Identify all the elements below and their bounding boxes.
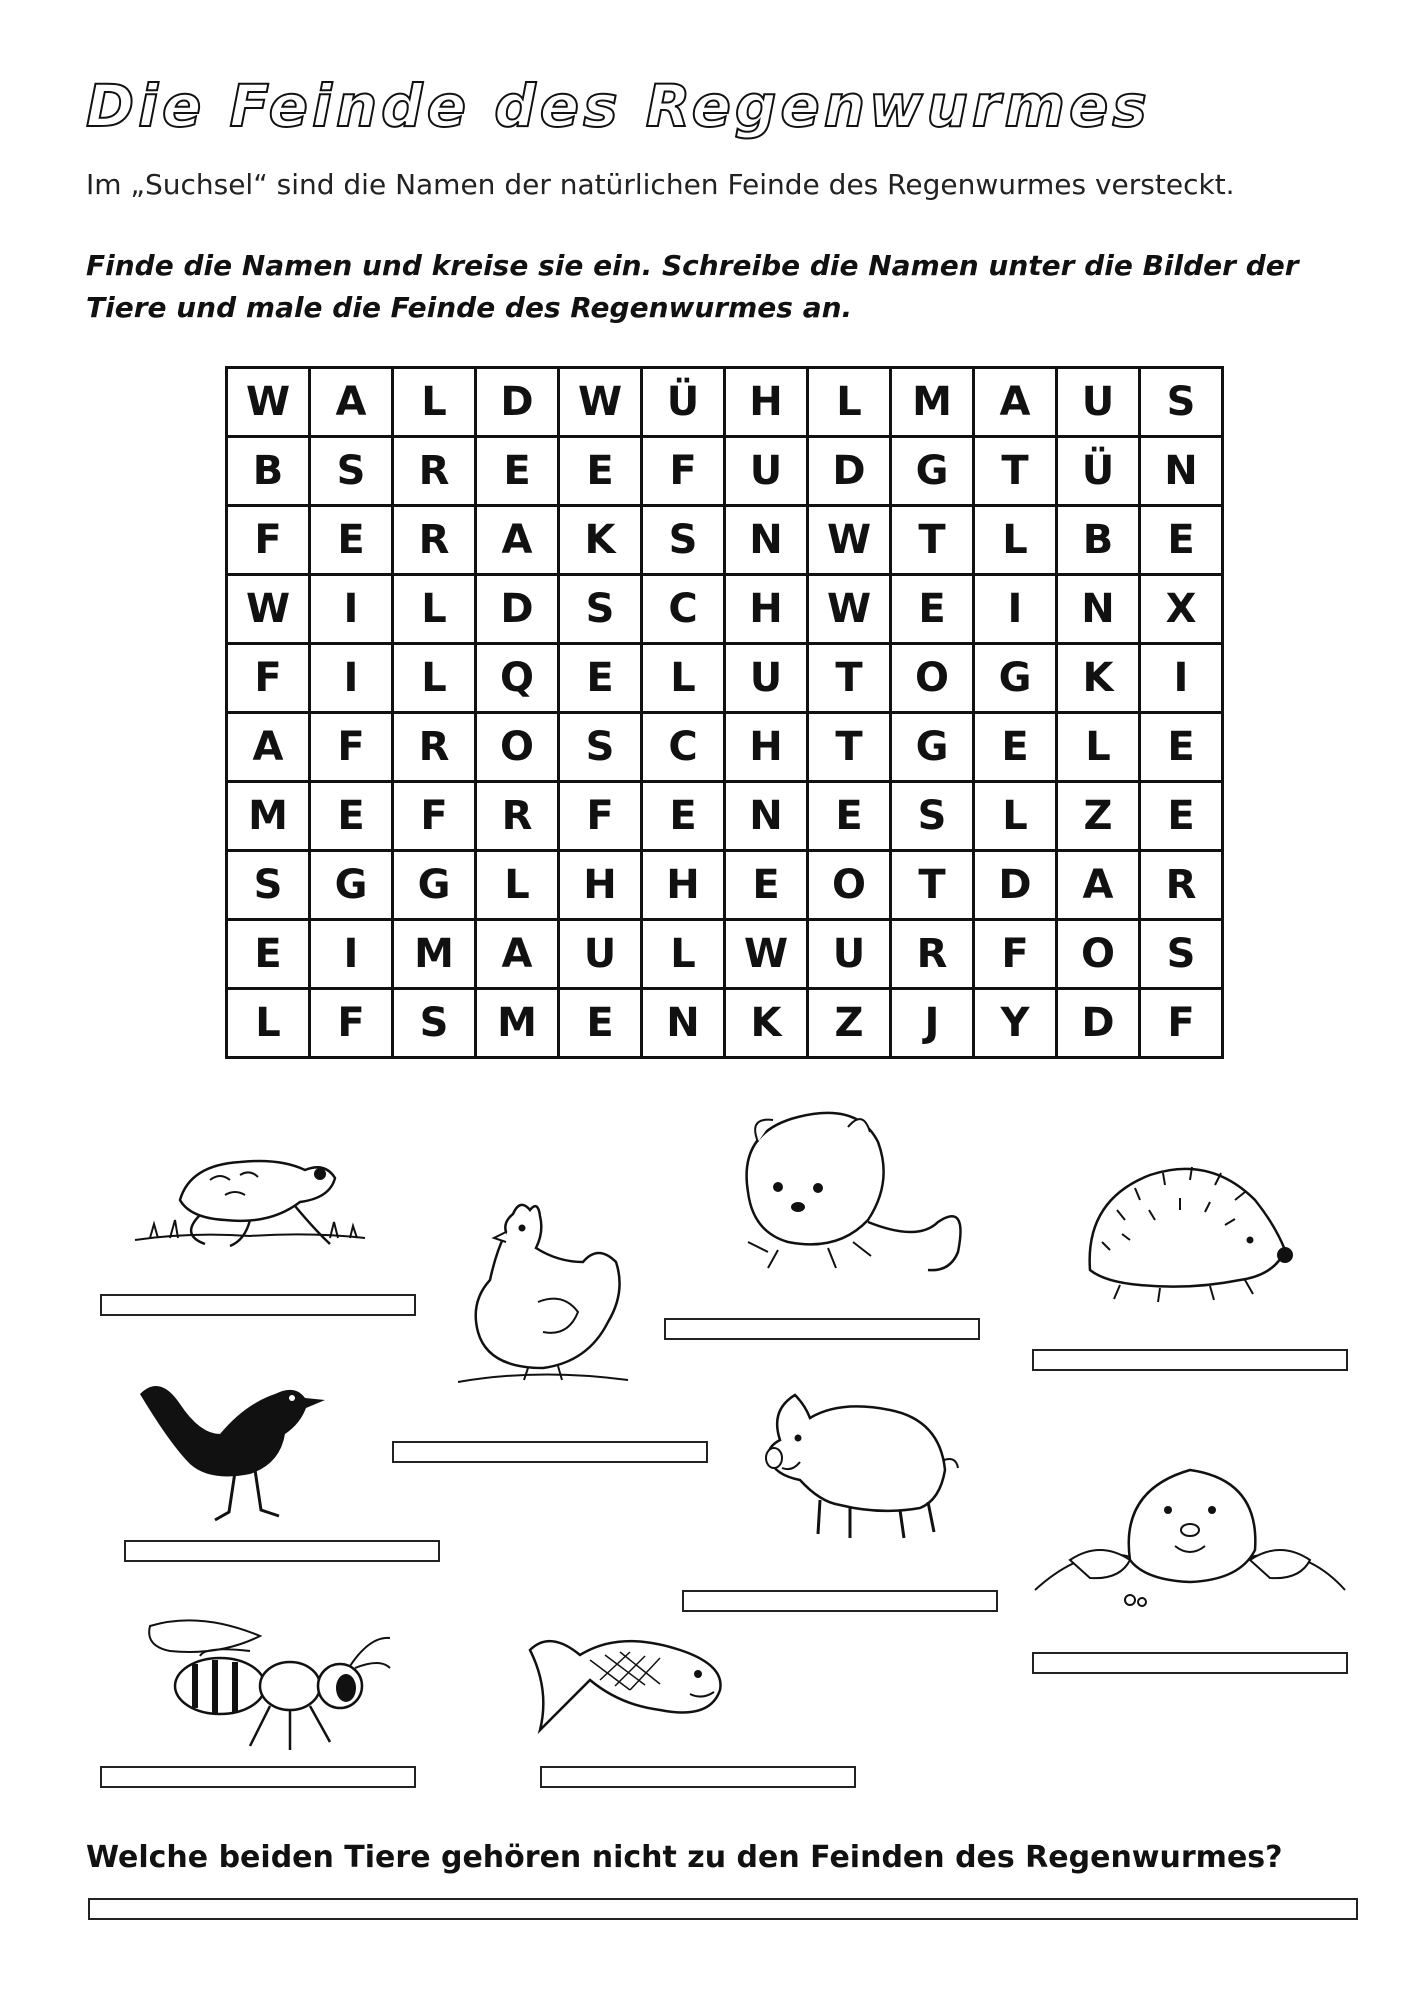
grid-cell[interactable]: E: [1140, 713, 1223, 782]
grid-cell[interactable]: J: [891, 989, 974, 1058]
fish-illustration: [520, 1610, 730, 1750]
grid-cell[interactable]: F: [227, 506, 310, 575]
grid-cell[interactable]: R: [393, 437, 476, 506]
grid-cell[interactable]: T: [808, 644, 891, 713]
grid-cell[interactable]: W: [725, 920, 808, 989]
grid-cell[interactable]: D: [1057, 989, 1140, 1058]
grid-row: [227, 920, 1223, 989]
answer-line-bee[interactable]: [100, 1766, 416, 1788]
grid-cell[interactable]: S: [310, 437, 393, 506]
answer-line-mouse[interactable]: [664, 1318, 980, 1340]
grid-cell[interactable]: Ü: [1057, 437, 1140, 506]
grid-cell[interactable]: L: [642, 644, 725, 713]
frog-illustration: [130, 1140, 370, 1260]
grid-cell[interactable]: S: [393, 989, 476, 1058]
answer-line-hedgehog[interactable]: [1032, 1349, 1348, 1371]
grid-cell[interactable]: E: [559, 437, 642, 506]
grid-cell[interactable]: D: [974, 851, 1057, 920]
grid-cell[interactable]: F: [310, 713, 393, 782]
grid-cell[interactable]: W: [808, 575, 891, 644]
hedgehog-illustration: [1070, 1140, 1310, 1310]
grid-cell[interactable]: A: [227, 713, 310, 782]
grid-row: [227, 851, 1223, 920]
grid-cell[interactable]: U: [559, 920, 642, 989]
grid-cell[interactable]: S: [559, 575, 642, 644]
grid-row: [227, 713, 1223, 782]
grid-cell[interactable]: L: [808, 368, 891, 437]
answer-line-blackbird[interactable]: [124, 1540, 440, 1562]
grid-cell[interactable]: N: [1140, 437, 1223, 506]
grid-cell[interactable]: E: [725, 851, 808, 920]
grid-cell[interactable]: L: [642, 920, 725, 989]
grid-cell[interactable]: F: [974, 920, 1057, 989]
grid-cell[interactable]: I: [310, 920, 393, 989]
grid-cell[interactable]: F: [559, 782, 642, 851]
grid-cell[interactable]: C: [642, 575, 725, 644]
grid-cell[interactable]: M: [476, 989, 559, 1058]
grid-cell[interactable]: M: [891, 368, 974, 437]
grid-cell[interactable]: E: [642, 782, 725, 851]
grid-cell[interactable]: E: [1140, 782, 1223, 851]
grid-cell[interactable]: A: [1057, 851, 1140, 920]
grid-cell[interactable]: N: [725, 782, 808, 851]
grid-row: [227, 437, 1223, 506]
grid-cell[interactable]: L: [393, 368, 476, 437]
grid-cell[interactable]: K: [725, 989, 808, 1058]
grid-row: [227, 506, 1223, 575]
grid-cell[interactable]: X: [1140, 575, 1223, 644]
grid-cell[interactable]: H: [642, 851, 725, 920]
grid-cell[interactable]: T: [974, 437, 1057, 506]
word-search-grid: [225, 366, 1224, 1059]
grid-cell[interactable]: F: [642, 437, 725, 506]
grid-cell[interactable]: F: [393, 782, 476, 851]
grid-cell[interactable]: Ü: [642, 368, 725, 437]
grid-cell[interactable]: R: [1140, 851, 1223, 920]
grid-cell[interactable]: H: [725, 713, 808, 782]
grid-cell[interactable]: Y: [974, 989, 1057, 1058]
grid-cell[interactable]: R: [891, 920, 974, 989]
grid-cell[interactable]: S: [1140, 368, 1223, 437]
grid-cell[interactable]: L: [974, 782, 1057, 851]
grid-cell[interactable]: K: [1057, 644, 1140, 713]
grid-cell[interactable]: Q: [476, 644, 559, 713]
grid-cell[interactable]: O: [476, 713, 559, 782]
grid-cell[interactable]: I: [310, 644, 393, 713]
grid-cell[interactable]: L: [227, 989, 310, 1058]
bee-illustration: [140, 1606, 400, 1756]
grid-cell[interactable]: S: [891, 782, 974, 851]
grid-cell[interactable]: A: [974, 368, 1057, 437]
blackbird-illustration: [130, 1364, 340, 1524]
grid-cell[interactable]: G: [393, 851, 476, 920]
grid-cell[interactable]: B: [1057, 506, 1140, 575]
boar-illustration: [760, 1380, 960, 1540]
grid-cell[interactable]: F: [1140, 989, 1223, 1058]
grid-cell[interactable]: T: [808, 713, 891, 782]
grid-cell[interactable]: M: [227, 782, 310, 851]
grid-cell[interactable]: I: [1140, 644, 1223, 713]
grid-cell[interactable]: I: [310, 575, 393, 644]
grid-cell[interactable]: Z: [808, 989, 891, 1058]
worksheet-title: Die Feinde des Regenwurmes: [86, 72, 1151, 140]
grid-cell[interactable]: S: [227, 851, 310, 920]
answer-line-mole[interactable]: [1032, 1652, 1348, 1674]
grid-cell[interactable]: E: [559, 644, 642, 713]
grid-cell[interactable]: A: [476, 506, 559, 575]
grid-cell[interactable]: M: [393, 920, 476, 989]
grid-row: [227, 989, 1223, 1058]
grid-cell[interactable]: L: [393, 644, 476, 713]
grid-cell[interactable]: E: [310, 782, 393, 851]
grid-cell[interactable]: Z: [1057, 782, 1140, 851]
grid-cell[interactable]: O: [1057, 920, 1140, 989]
grid-cell[interactable]: A: [310, 368, 393, 437]
grid-cell[interactable]: W: [227, 368, 310, 437]
mouse-illustration: [718, 1102, 986, 1282]
grid-cell[interactable]: N: [1057, 575, 1140, 644]
grid-cell[interactable]: H: [725, 575, 808, 644]
grid-cell[interactable]: W: [808, 506, 891, 575]
grid-cell[interactable]: W: [559, 368, 642, 437]
grid-cell[interactable]: O: [808, 851, 891, 920]
grid-cell[interactable]: D: [808, 437, 891, 506]
grid-cell[interactable]: E: [1140, 506, 1223, 575]
grid-row: [227, 782, 1223, 851]
grid-cell[interactable]: L: [476, 851, 559, 920]
grid-cell[interactable]: R: [393, 713, 476, 782]
mole-illustration: [1030, 1450, 1350, 1620]
answer-line-frog[interactable]: [100, 1294, 416, 1316]
grid-row: [227, 644, 1223, 713]
hen-illustration: [448, 1192, 638, 1392]
grid-cell[interactable]: E: [559, 989, 642, 1058]
grid-cell[interactable]: H: [559, 851, 642, 920]
question-text: Welche beiden Tiere gehören nicht zu den Feinden des Regenwurmes?: [86, 1840, 1283, 1875]
grid-cell[interactable]: U: [1057, 368, 1140, 437]
grid-cell[interactable]: U: [725, 437, 808, 506]
grid-cell[interactable]: U: [725, 644, 808, 713]
grid-cell[interactable]: S: [642, 506, 725, 575]
grid-cell[interactable]: G: [974, 644, 1057, 713]
grid-cell[interactable]: D: [476, 368, 559, 437]
grid-cell[interactable]: C: [642, 713, 725, 782]
grid-cell[interactable]: E: [227, 920, 310, 989]
grid-cell[interactable]: N: [642, 989, 725, 1058]
grid-row: [227, 368, 1223, 437]
grid-cell[interactable]: D: [476, 575, 559, 644]
grid-cell[interactable]: L: [1057, 713, 1140, 782]
grid-row: [227, 575, 1223, 644]
grid-cell[interactable]: O: [891, 644, 974, 713]
intro-text: Im „Suchsel“ sind die Namen der natürlichen Feinde des Regenwurmes versteckt.: [86, 168, 1235, 201]
grid-cell[interactable]: B: [227, 437, 310, 506]
grid-cell[interactable]: L: [974, 506, 1057, 575]
grid-cell[interactable]: E: [891, 575, 974, 644]
question-answer-line[interactable]: [88, 1898, 1358, 1920]
grid-cell[interactable]: F: [227, 644, 310, 713]
grid-cell[interactable]: U: [808, 920, 891, 989]
grid-cell[interactable]: S: [1140, 920, 1223, 989]
grid-cell[interactable]: W: [227, 575, 310, 644]
grid-cell[interactable]: F: [310, 989, 393, 1058]
grid-cell[interactable]: E: [476, 437, 559, 506]
grid-cell[interactable]: G: [310, 851, 393, 920]
grid-cell[interactable]: H: [725, 368, 808, 437]
grid-cell[interactable]: I: [974, 575, 1057, 644]
grid-cell[interactable]: T: [891, 506, 974, 575]
grid-cell[interactable]: K: [559, 506, 642, 575]
grid-cell[interactable]: A: [476, 920, 559, 989]
grid-cell[interactable]: E: [310, 506, 393, 575]
grid-cell[interactable]: G: [891, 713, 974, 782]
grid-cell[interactable]: E: [974, 713, 1057, 782]
grid-cell[interactable]: T: [891, 851, 974, 920]
grid-cell[interactable]: L: [393, 575, 476, 644]
answer-line-hen[interactable]: [392, 1441, 708, 1463]
instruction-text: Finde die Namen und kreise sie ein. Schreibe die Namen unter die Bilder der Tiere und male die Feinde des Regenwurmes an.: [86, 249, 1299, 324]
grid-cell[interactable]: S: [559, 713, 642, 782]
grid-cell[interactable]: N: [725, 506, 808, 575]
grid-cell[interactable]: R: [476, 782, 559, 851]
answer-line-boar[interactable]: [682, 1590, 998, 1612]
grid-cell[interactable]: R: [393, 506, 476, 575]
grid-cell[interactable]: E: [808, 782, 891, 851]
answer-line-fish[interactable]: [540, 1766, 856, 1788]
grid-cell[interactable]: G: [891, 437, 974, 506]
